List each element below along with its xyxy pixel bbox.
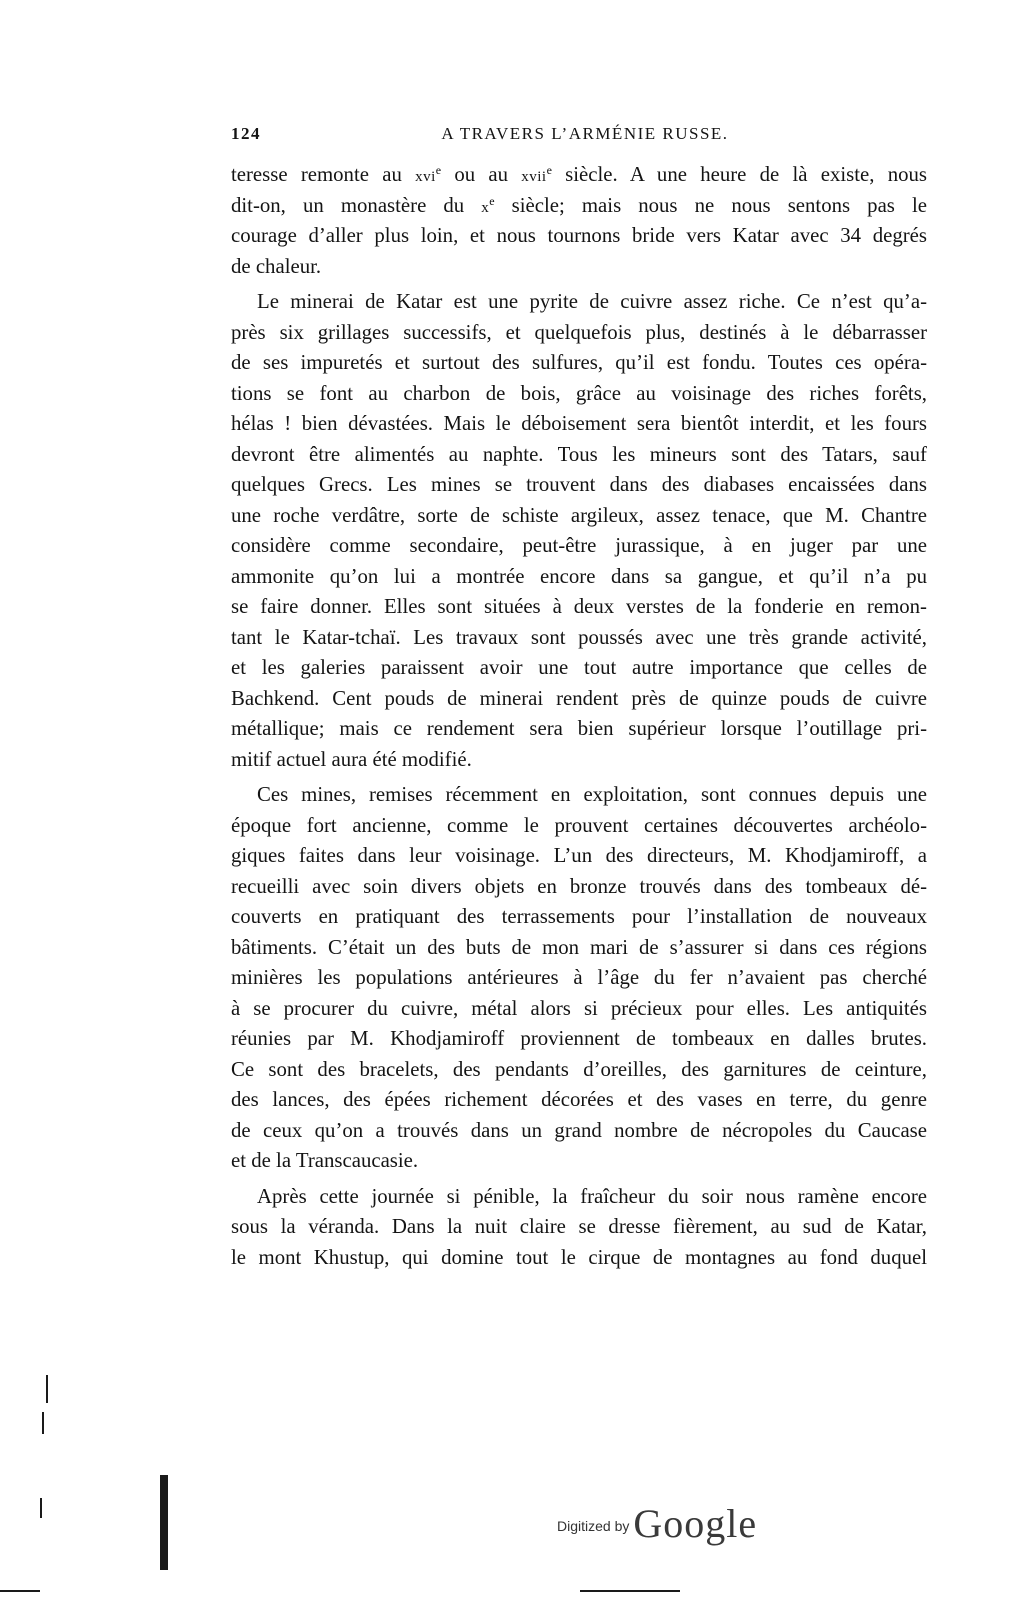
scan-artifact-mark	[42, 1412, 44, 1434]
text-line: bâtiments. C’était un des buts de mon mari de s’assurer si dans ces régions	[231, 935, 927, 959]
text-line: mitif actuel aura été modifié.	[231, 747, 472, 771]
text-line: considère comme secondaire, peut-être jurassique, à en juger par une	[231, 534, 927, 557]
text-line: réunies par M. Khodjamiroff proviennent de tombeaux en dalles brutes.	[231, 1027, 927, 1050]
text-line: sous la véranda. Dans la nuit claire se dresse fièrement, au sud de Katar,	[231, 1215, 927, 1238]
text-line: et les galeries paraissent avoir une tout autre importance que celles de	[231, 656, 927, 679]
text-line: une roche verdâtre, sorte de schiste argileux, assez tenace, que M. Chantre	[231, 503, 927, 527]
text-line: Ce sont des bracelets, des pendants d’oreilles, des garnitures de ceinture,	[231, 1057, 927, 1081]
text-line: ammonite qu’on lui a montrée encore dans sa gangue, et qu’il n’a pu	[231, 564, 927, 588]
scan-artifact-mark	[0, 1590, 40, 1592]
text-line: couverts en pratiquant des terrassements pour l’installation de nouveaux	[231, 905, 927, 928]
text-line: Après cette journée si pénible, la fraîcheur du soir nous ramène encore	[257, 1184, 927, 1208]
text-line: quelques Grecs. Les mines se trouvent dans des diabases encaissées dans	[231, 473, 927, 496]
text-line: hélas ! bien dévastées. Mais le déboisement sera bientôt interdit, et les fours	[231, 412, 927, 435]
text-line: métallique; mais ce rendement sera bien supérieur lorsque l’outillage pri-	[231, 717, 927, 740]
text-line: de chaleur.	[231, 254, 322, 278]
scan-artifact-mark	[580, 1590, 680, 1592]
text-line: giques faites dans leur voisinage. L’un des directeurs, M. Khodjamiroff, a	[231, 844, 927, 867]
text-line: Ces mines, remises récemment en exploitation, sont connues depuis une	[257, 783, 927, 806]
text-line: se faire donner. Elles sont situées à deux verstes de la fonderie en remon-	[231, 595, 927, 618]
digitized-by-google-watermark	[557, 1500, 757, 1560]
paragraph	[231, 780, 927, 1177]
page-number: 124	[231, 124, 261, 143]
paragraph	[231, 287, 927, 775]
text-line: tions se font au charbon de bois, grâce au voisinage des riches forêts,	[231, 381, 927, 405]
paragraph	[231, 1182, 927, 1274]
watermark-brand: Google	[633, 1501, 758, 1546]
text-line: de ceux qu’on a trouvés dans un grand nombre de nécropoles du Caucase	[231, 1118, 927, 1142]
text-line: des lances, des épées richement décorées et des vases en terre, du genre	[231, 1088, 927, 1111]
text-line: Bachkend. Cent pouds de minerai rendent près de quinze pouds de cuivre	[231, 686, 927, 710]
text-line: dit-on, un monastère du $x^e$ siècle; mais nous ne nous sentons pas le	[231, 193, 927, 217]
text-line: devront être alimentés au naphte. Tous les mineurs sont des Tatars, sauf	[231, 442, 927, 466]
text-line: teresse remonte au xvi$^e$ ou au xvii$^e$ siècle. A une heure de là existe, nous	[231, 163, 927, 186]
paragraph	[231, 160, 927, 282]
watermark-prefix: Digitized by	[557, 1518, 630, 1534]
text-line: de ses impuretés et surtout des sulfures, qu’il est fondu. Toutes ces opéra-	[231, 351, 927, 374]
scan-artifact-mark	[160, 1475, 168, 1570]
text-line: Le minerai de Katar est une pyrite de cuivre assez riche. Ce n’est qu’a-	[257, 290, 927, 313]
running-title: A TRAVERS L’ARMÉNIE RUSSE.	[441, 124, 729, 143]
text-line: tant le Katar-tchaï. Les travaux sont poussés avec une très grande activité,	[231, 625, 927, 649]
body-text	[231, 160, 927, 1273]
text-line: près six grillages successifs, et quelquefois plus, destinés à le débarrasser	[231, 320, 927, 344]
text-line: et de la Transcaucasie.	[231, 1149, 419, 1172]
page-header	[231, 124, 927, 150]
text-line: courage d’aller plus loin, et nous tournons bride vers Katar avec 34 degrés	[231, 224, 927, 247]
text-line: minières les populations antérieures à l’âge du fer n’avaient pas cherché	[231, 966, 927, 989]
text-line: époque fort ancienne, comme le prouvent certaines découvertes archéolo-	[231, 813, 927, 837]
scan-artifact-mark	[40, 1498, 42, 1518]
text-line: à se procurer du cuivre, métal alors si précieux pour elles. Les antiquités	[231, 996, 927, 1020]
text-line: le mont Khustup, qui domine tout le cirque de montagnes au fond duquel	[231, 1245, 927, 1269]
text-line: recueilli avec soin divers objets en bronze trouvés dans des tombeaux dé-	[231, 874, 927, 898]
scan-artifact-mark	[46, 1375, 48, 1403]
